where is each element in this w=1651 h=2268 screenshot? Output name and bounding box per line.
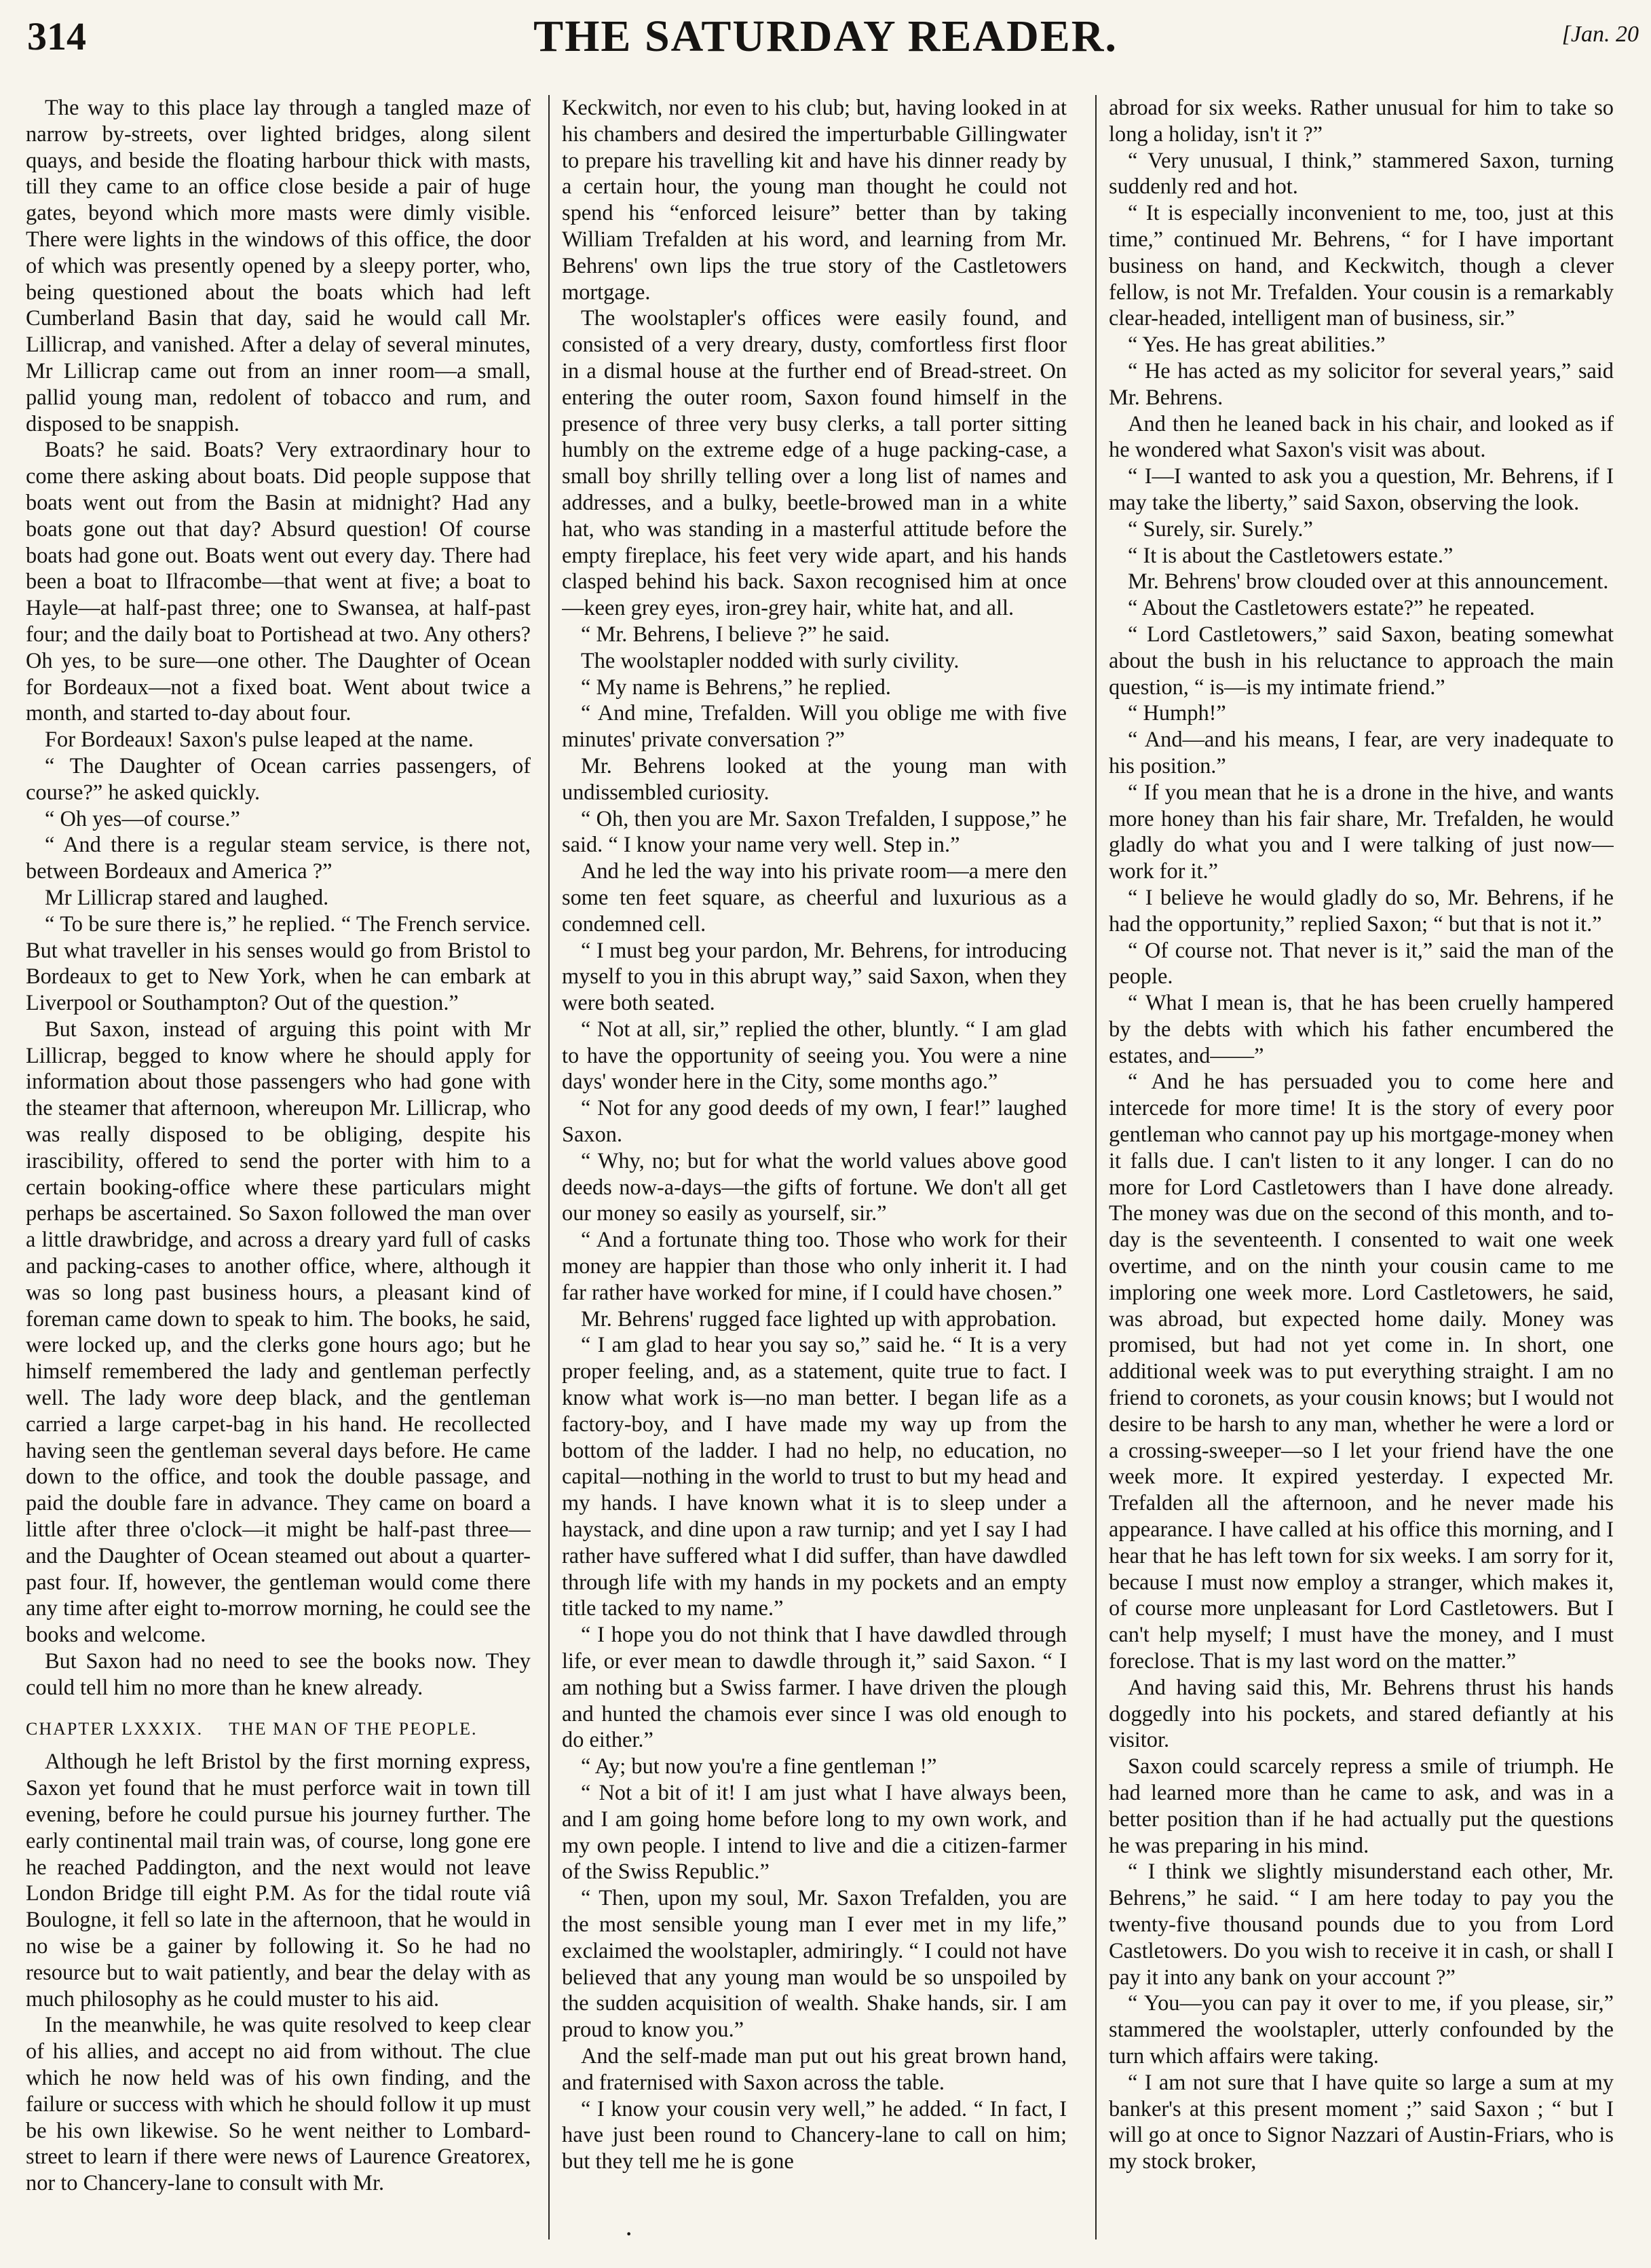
text-column-2 bbox=[562, 95, 1067, 2239]
paragraph: Mr. Behrens looked at the young man with undissembled curiosity. bbox=[562, 753, 1067, 805]
paragraph: “ I am not sure that I have quite so large a sum at my banker's at this present moment ;” said Saxon ; “ but I will go at once to Signor Nazzari of Austin-Friars, who is my stock broker, bbox=[1109, 2070, 1614, 2174]
paragraph: “ Why, no; but for what the world values above good deeds now-a-days—the gifts of fortune. We don't all get our money so easily as yourself, sir.” bbox=[562, 1148, 1067, 1226]
paragraph: Mr. Behrens' brow clouded over at this announcement. bbox=[1128, 569, 1609, 594]
paragraph: “ I know your cousin very well,” he added. “ In fact, I have just been round to Chancery-lane to call on him; but they tell me he is gone bbox=[562, 2096, 1067, 2174]
paragraph: “ If you mean that he is a drone in the hive, and wants more honey than his fair share, Mr. Trefalden, he would gladly do what you and I were talking of just now—work for it.” bbox=[1109, 780, 1614, 884]
chapter-number: CHAPTER LXXXIX. bbox=[26, 1718, 204, 1739]
paragraph: “ Mr. Behrens, I believe ?” he said. bbox=[581, 622, 890, 647]
paragraph: But Saxon, instead of arguing this point with Mr Lillicrap, begged to know where he should apply for information about those passengers who had gone with the steamer that afternoon, whereupon Mr. Lillicrap, who was really disposed to be obliging, despite his irascibility, offered to send the porter with him to a certain booking-office where these particulars might perhaps be ascertained. So Saxon followed the man over a little drawbridge, and across a dreary yard full of casks and packing-cases to another office, where, although it was so long past business hours, a pleasant kind of foreman came down to speak to him. The books, he said, were locked up, and the clerks gone hours ago; but he himself remembered the lady and gentleman perfectly well. The lady wore deep black, and the gentleman carried a large carpet-bag in his hand. He recollected having seen the gentleman several days before. He came down to the office, and took the double passage, and paid the double fare in advance. They came on board a little after three o'clock—it might be half-past three—and the Daughter of Ocean steamed out about a quarter-past four. If, however, the gentleman would come there any time after eight to-morrow morning, he could see the books and welcome. bbox=[26, 1017, 531, 1648]
paragraph: And he led the way into his private room—a mere den some ten feet square, as cheerful and luxurious as a condemned cell. bbox=[562, 859, 1067, 937]
paragraph: “ Ay; but now you're a fine gentleman !” bbox=[581, 1754, 937, 1779]
paragraph: “ What I mean is, that he has been cruelly hampered by the debts with which his father encumbered the estates, and——” bbox=[1109, 991, 1614, 1068]
paragraph: “ Not at all, sir,” replied the other, bluntly. “ I am glad to have the opportunity of seeing you. You were a nine days' wonder here in the City, some months ago.” bbox=[562, 1017, 1067, 1095]
paragraph: “ About the Castletowers estate?” he repeated. bbox=[1128, 596, 1535, 621]
paragraph: “ And—and his means, I fear, are very inadequate to his position.” bbox=[1109, 727, 1614, 778]
paragraph: And having said this, Mr. Behrens thrust his hands doggedly into his pockets, and stared defiantly at his visitor. bbox=[1109, 1675, 1614, 1753]
paragraph: “ He has acted as my solicitor for several years,” said Mr. Behrens. bbox=[1109, 358, 1614, 410]
paragraph: “ And a fortunate thing too. Those who work for their money are happier than those who only inherit it. I had far rather have worked for mine, if I could have chosen.” bbox=[562, 1228, 1067, 1305]
paragraph: “ Not a bit of it! I am just what I have always been, and I am going home before long to my own work, and my own people. I intend to live and die a citizen-farmer of the Swiss Republic.” bbox=[562, 1781, 1067, 1885]
paragraph: “ The Daughter of Ocean carries passengers, of course?” he asked quickly. bbox=[26, 753, 531, 805]
paragraph: “ I hope you do not think that I have dawdled through life, or ever mean to dawdle through it,” said Saxon. “ I am nothing but a Swiss farmer. I have driven the plough and hunted the chamois ever since I was old enough to do either.” bbox=[562, 1623, 1067, 1753]
paragraph: Saxon could scarcely repress a smile of triumph. He had learned more than he came to ask, and was in a better position than if he had actually put the questions he was preparing in his mind. bbox=[1109, 1754, 1614, 1858]
paragraph: “ And he has persuaded you to come here and intercede for more time! It is the story of every poor gentleman who cannot pay up his mortgage-money when it falls due. I can't listen to it any longer. I can do no more for Lord Castletowers than I have done already. The money was due on the second of this month, and to-day is the seventeenth. I consented to wait one week overtime, and on the ninth your cousin came to me imploring one week more. Lord Castletowers, he said, was abroad, but expected home daily. Money was promised, but had not yet come in. In short, one additional week was to put everything straight. I am no friend to coronets, as your cousin knows; but I would not desire to be harsh to any man, whether he were a lord or a crossing-sweeper—so I let your friend have the one week more. It expired yesterday. I expected Mr. Trefalden all the afternoon, and he never made his appearance. I have called at his office this morning, and I hear that he has left town for six weeks. I am sorry for it, because I must now employ a stranger, which makes it, of course more unpleasant for Lord Castletowers. But I can't help myself; I must have the money, and I must foreclose. That is my last word on the matter.” bbox=[1109, 1070, 1614, 1674]
paragraph: “ I think we slightly misunderstand each other, Mr. Behrens,” he said. “ I am here today to pay you the twenty-five thousand pounds due to you from Lord Castletowers. Do you wish to receive it in cash, or shall I pay it into any bank on your account ?” bbox=[1109, 1859, 1614, 1990]
paragraph: “ Humph!” bbox=[1128, 701, 1226, 726]
paragraph: “ I must beg your pardon, Mr. Behrens, for introducing myself to you in this abrupt way,” said Saxon, when they were both seated. bbox=[562, 938, 1067, 1016]
paragraph: “ Oh, then you are Mr. Saxon Trefalden, I suppose,” he said. “ I know your name very well. Step in.” bbox=[562, 806, 1067, 858]
chapter-heading bbox=[26, 1716, 531, 1743]
paragraph: “ Of course not. That never is it,” said the man of the people. bbox=[1109, 938, 1614, 989]
paragraph: “ I am glad to hear you say so,” said he. “ It is a very proper feeling, and, as a statement, quite true to fact. I know what work is—no man better. I began life as a factory-boy, and I have made my way up from the bottom of the ladder. I had no help, no education, no capital—nothing in the world to trust to but my head and my hands. I have known what it is to sleep under a haystack, and dine upon a raw turnip; and yet I say I had rather have suffered what I did suffer, than have dawdled through life with my hands in my pockets and an empty title tacked to my name.” bbox=[562, 1333, 1067, 1621]
paragraph: “ To be sure there is,” he replied. “ The French service. But what traveller in his senses would go from Bristol to Bordeaux to get to New York, when he can embark at Liverpool or Southampton? Out of the question.” bbox=[26, 911, 531, 1016]
paragraph: “ You—you can pay it over to me, if you please, sir,” stammered the woolstapler, utterly confounded by the turn which affairs were taking. bbox=[1109, 1991, 1614, 2068]
footer-dot: · bbox=[624, 2218, 634, 2249]
paragraph: But Saxon had no need to see the books now. They could tell him no more than he knew already. bbox=[26, 1649, 531, 1700]
paragraph: And then he leaned back in his chair, and looked as if he wondered what Saxon's visit was about. bbox=[1109, 411, 1614, 463]
journal-title: THE SATURDAY READER. bbox=[533, 12, 1118, 61]
paragraph: “ My name is Behrens,” he replied. bbox=[581, 675, 891, 700]
paragraph: “ Yes. He has great abilities.” bbox=[1128, 333, 1386, 358]
paragraph: “ Then, upon my soul, Mr. Saxon Trefalden, you are the most sensible young man I ever met in my life,” exclaimed the woolstapler, admiringly. “ I could not have believed that any young man would be so unspoiled by the sudden acquisition of wealth. Shake hands, sir. I am proud to know you.” bbox=[562, 1886, 1067, 2043]
paragraph: Keckwitch, nor even to his club; but, having looked in at his chambers and desired the imperturbable Gillingwater to prepare his travelling kit and have his dinner ready by a certain hour, the young man thought he could not spend his “enforced leisure” better than by taking William Trefalden at his word, and learning from Mr. Behrens' own lips the true story of the Castletowers mortgage. bbox=[562, 96, 1067, 305]
text-column-3 bbox=[1109, 95, 1614, 2239]
paragraph: In the meanwhile, he was quite resolved to keep clear of his allies, and accept no aid from without. The clue which he now held was of his own finding, and the failure or success with which he should follow it up must be his own likewise. So he went neither to Lombard-street to learn if there were news of Laurence Greatorex, nor to Chancery-lane to consult with Mr. bbox=[26, 2013, 531, 2196]
paragraph: “ Very unusual, I think,” stammered Saxon, turning suddenly red and hot. bbox=[1109, 148, 1614, 200]
page-number: 314 bbox=[27, 14, 86, 58]
paragraph: The woolstapler's offices were easily found, and consisted of a very dreary, dusty, comfortless first floor in a dismal house at the further end of Bread-street. On entering the outer room, Saxon found himself in the presence of three very busy clerks, a tall porter sitting humbly on the extreme edge of a huge packing-case, a small boy shrilly telling over a long list of names and addresses, and a bulky, beetle-browed man in a white hat, who was standing in a masterful attitude before the empty fireplace, his feet very wide apart, and his hands clasped behind his back. Saxon recognised him at once—keen grey eyes, iron-grey hair, white hat, and all. bbox=[562, 306, 1067, 621]
issue-date: [Jan. 20 bbox=[1561, 22, 1639, 47]
paragraph: “ And there is a regular steam service, is there not, between Bordeaux and America ?” bbox=[26, 833, 531, 884]
paragraph: “ It is about the Castletowers estate.” bbox=[1128, 543, 1454, 568]
paragraph: “ Oh yes—of course.” bbox=[45, 806, 240, 831]
paragraph: For Bordeaux! Saxon's pulse leaped at the name. bbox=[45, 727, 474, 753]
paragraph: “ I believe he would gladly do so, Mr. Behrens, if he had the opportunity,” replied Saxon; “ but that is not it.” bbox=[1109, 885, 1614, 937]
page-header bbox=[0, 0, 1651, 75]
paragraph: “ Surely, sir. Surely.” bbox=[1128, 516, 1313, 542]
paragraph: Mr. Behrens' rugged face lighted up with approbation. bbox=[581, 1306, 1057, 1331]
paragraph: abroad for six weeks. Rather unusual for him to take so long a holiday, isn't it ?” bbox=[1109, 96, 1614, 147]
paragraph: And the self-made man put out his great brown hand, and fraternised with Saxon across the table. bbox=[562, 2043, 1067, 2095]
column-rule bbox=[1095, 95, 1097, 2239]
paragraph: The way to this place lay through a tangled maze of narrow by-streets, over lighted bridges, along silent quays, and beside the floating harbour thick with masts, till they came to an office close beside a pair of huge gates, beyond which more masts were dimly visible. There were lights in the windows of this office, the door of which was presently opened by a sleepy porter, who, being questioned about the boats which had left Cumberland Basin that day, said he would call Mr. Lillicrap, and vanished. After a delay of several minutes, Mr Lillicrap came out from an inner room—a small, pallid young man, redolent of tobacco and rum, and disposed to be snappish. bbox=[26, 96, 531, 436]
paragraph: “ Not for any good deeds of my own, I fear!” laughed Saxon. bbox=[562, 1096, 1067, 1148]
paragraph: “ It is especially inconvenient to me, too, just at this time,” continued Mr. Behrens, “ for I have important business on hand, and Keckwitch, though a clever fellow, is not Mr. Trefalden. Your cousin is a remarkably clear-headed, intelligent man of business, sir.” bbox=[1109, 201, 1614, 331]
column-rule bbox=[548, 95, 550, 2239]
chapter-title: THE MAN OF THE PEOPLE. bbox=[229, 1718, 478, 1739]
paragraph: Although he left Bristol by the first morning express, Saxon yet found that he must perforce wait in town till evening, before he could pursue his journey further. The early continental mail train was, of course, long gone ere he reached Paddington, and the next would not leave London Bridge till eight P.M. As for the tidal route viâ Boulogne, it fell so late in the afternoon, that he would in no wise be a gainer by following it. So he had no resource but to wait patiently, and bear the delay with as much philosophy as he could muster to his aid. bbox=[26, 1750, 531, 2011]
paragraph: Boats? he said. Boats? Very extraordinary hour to come there asking about boats. Did people suppose that boats went out from the Basin at midnight? Had any boats gone out that day? Absurd question! Of course boats had gone out. Boats went out every day. There had been a boat to Ilfracombe—that went at five; a boat to Hayle—at half-past three; one to Swansea, at half-past four; and the daily boat to Portishead at two. Any others? Oh yes, to be sure—one other. The Daughter of Ocean for Bordeaux—not a fixed boat. Went about twice a month, and started to-day about four. bbox=[26, 438, 531, 726]
paragraph: “ I—I wanted to ask you a question, Mr. Behrens, if I may take the liberty,” said Saxon, observing the look. bbox=[1109, 464, 1614, 515]
paragraph: Mr Lillicrap stared and laughed. bbox=[45, 885, 329, 910]
text-column-1 bbox=[26, 95, 531, 2239]
paragraph: “ Lord Castletowers,” said Saxon, beating somewhat about the bush in his reluctance to approach the main question, “ is—is my intimate friend.” bbox=[1109, 622, 1614, 700]
paragraph: The woolstapler nodded with surly civility. bbox=[581, 648, 960, 673]
paragraph: “ And mine, Trefalden. Will you oblige me with five minutes' private conversation ?” bbox=[562, 701, 1067, 753]
